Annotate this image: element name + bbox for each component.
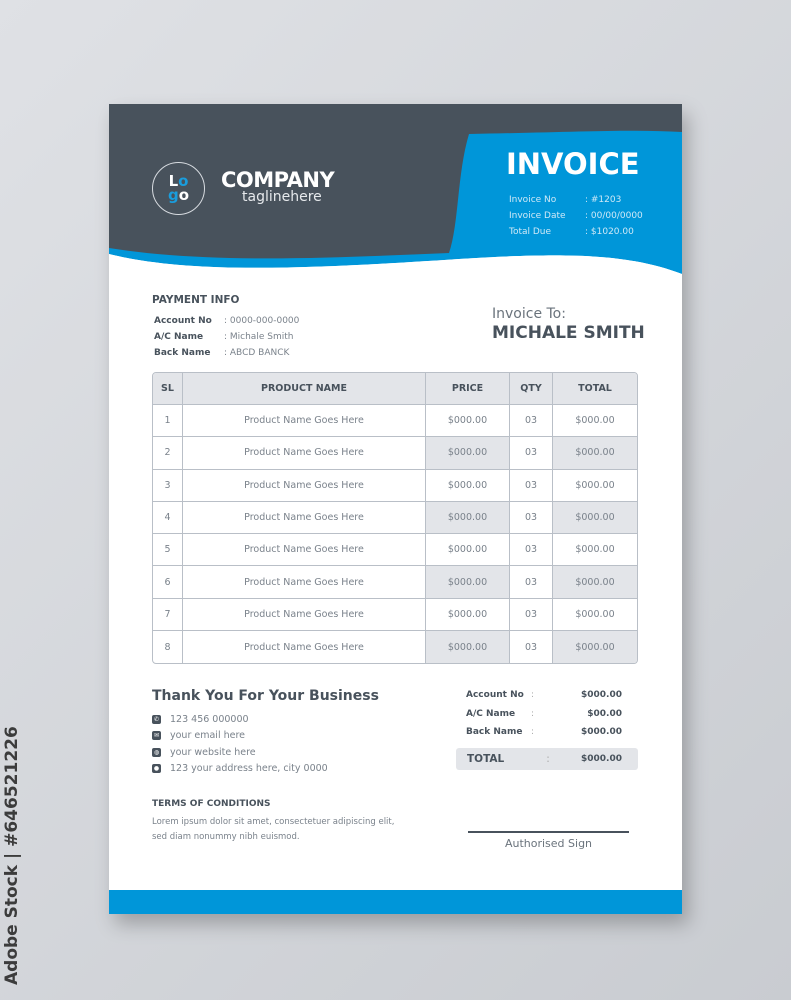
table-row: [153, 599, 637, 631]
cell-product: Product Name Goes Here: [183, 502, 426, 534]
col-sl: SL: [153, 373, 183, 405]
stock-id-watermark: Adobe Stock | #646521226: [2, 726, 22, 985]
contact-text: your website here: [170, 746, 256, 758]
cell-qty: 03: [510, 470, 553, 502]
summary-label: A/C Name: [466, 708, 516, 719]
colon: :: [531, 708, 535, 719]
cell-sl: 3: [153, 470, 183, 502]
table-row: [153, 631, 637, 663]
cell-total: $000.00: [553, 470, 637, 502]
cell-sl: 1: [153, 405, 183, 437]
table-row: [153, 566, 637, 598]
cell-price: $000.00: [426, 599, 510, 631]
cell-sl: 2: [153, 437, 183, 469]
cell-price: $000.00: [426, 534, 510, 566]
cell-qty: 03: [510, 502, 553, 534]
cell-sl: 8: [153, 631, 183, 663]
email-icon: ✉: [153, 732, 160, 740]
table-row: [153, 405, 637, 437]
cell-total: $000.00: [553, 534, 637, 566]
terms-heading: TERMS OF CONDITIONS: [152, 799, 271, 809]
cell-sl: 7: [153, 599, 183, 631]
logo: Lo go: [152, 162, 205, 215]
payment-heading: PAYMENT INFO: [152, 294, 240, 306]
payment-info: [152, 312, 301, 362]
table-row: [153, 437, 637, 469]
location-icon: ●: [153, 765, 160, 773]
meta-label: Invoice Date: [509, 211, 566, 221]
cell-product: Product Name Goes Here: [183, 566, 426, 598]
invoice-meta: [507, 191, 645, 241]
cell-sl: 6: [153, 566, 183, 598]
cell-price: $000.00: [426, 566, 510, 598]
footer-bar: [109, 890, 682, 914]
invoice-title: INVOICE: [506, 147, 640, 181]
payment-value: : ABCD BANCK: [224, 348, 290, 358]
contact-email: [152, 728, 328, 745]
cell-product: Product Name Goes Here: [183, 599, 426, 631]
cell-qty: 03: [510, 405, 553, 437]
company-tagline: taglinehere: [242, 189, 322, 205]
phone-icon: ✆: [153, 715, 160, 723]
payment-label: Account No: [154, 316, 212, 326]
col-qty: QTY: [510, 373, 553, 405]
cell-qty: 03: [510, 599, 553, 631]
cell-total: $000.00: [553, 599, 637, 631]
meta-value: : 00/00/0000: [585, 211, 643, 221]
table-row: [153, 534, 637, 566]
contact-address: [152, 761, 328, 778]
total-value: $000.00: [581, 754, 622, 764]
cell-product: Product Name Goes Here: [183, 437, 426, 469]
payment-value: : Michale Smith: [224, 332, 294, 342]
payment-label: A/C Name: [154, 332, 204, 342]
cell-qty: 03: [510, 631, 553, 663]
contact-text: 123 your address here, city 0000: [170, 763, 328, 775]
contact-text: 123 456 000000: [170, 713, 249, 725]
meta-value: : #1203: [585, 195, 622, 205]
meta-value: : $1020.00: [585, 227, 634, 237]
cell-price: $000.00: [426, 502, 510, 534]
summary-row: [466, 723, 622, 742]
terms-body: Lorem ipsum dolor sit amet, consectetuer adipiscing elit, sed diam nonummy nibh euismod.: [152, 817, 395, 842]
col-product: PRODUCT NAME: [183, 373, 426, 405]
payment-label: Back Name: [154, 348, 211, 358]
cell-sl: 5: [153, 534, 183, 566]
col-total: TOTAL: [553, 373, 637, 405]
client-name: MICHALE SMITH: [492, 323, 645, 343]
colon: :: [531, 690, 535, 701]
cell-total: $000.00: [553, 437, 637, 469]
cell-product: Product Name Goes Here: [183, 631, 426, 663]
globe-icon: ◍: [153, 748, 160, 756]
cell-qty: 03: [510, 437, 553, 469]
col-price: PRICE: [426, 373, 510, 405]
meta-label: Invoice No: [509, 195, 557, 205]
invoice-to-label: Invoice To:: [492, 306, 566, 322]
meta-label: Total Due: [509, 227, 552, 237]
payment-value: : 0000-000-0000: [224, 316, 300, 326]
cell-price: $000.00: [426, 470, 510, 502]
summary-row: [466, 705, 622, 724]
table-row: [153, 470, 637, 502]
cell-total: $000.00: [553, 502, 637, 534]
cell-total: $000.00: [553, 566, 637, 598]
items-table: [152, 372, 638, 664]
table-row: [153, 502, 637, 534]
thanks-heading: Thank You For Your Business: [152, 688, 379, 704]
contact-phone: [152, 711, 328, 728]
company-name: COMPANY: [221, 168, 335, 192]
summary-label: Account No: [466, 690, 524, 701]
summary-value: $00.00: [587, 708, 622, 719]
contact-list: [152, 711, 328, 777]
summary-value: $000.00: [581, 690, 622, 701]
cell-total: $000.00: [553, 631, 637, 663]
total-label: TOTAL: [467, 753, 505, 765]
cell-product: Product Name Goes Here: [183, 405, 426, 437]
signature-label: Authorised Sign: [504, 837, 593, 850]
colon: :: [546, 753, 550, 765]
total-bar: [456, 748, 638, 770]
cell-qty: 03: [510, 534, 553, 566]
summary-value: $000.00: [581, 727, 622, 738]
cell-price: $000.00: [426, 631, 510, 663]
summary-row: [466, 686, 622, 705]
contact-website: [152, 744, 328, 761]
invoice-document: [109, 104, 682, 914]
cell-product: Product Name Goes Here: [183, 534, 426, 566]
summary-label: Back Name: [466, 727, 523, 738]
cell-qty: 03: [510, 566, 553, 598]
cell-price: $000.00: [426, 437, 510, 469]
cell-total: $000.00: [553, 405, 637, 437]
summary: [466, 686, 622, 742]
contact-text: your email here: [170, 730, 246, 742]
signature-line: [468, 831, 629, 833]
cell-product: Product Name Goes Here: [183, 470, 426, 502]
cell-sl: 4: [153, 502, 183, 534]
cell-price: $000.00: [426, 405, 510, 437]
colon: :: [531, 727, 535, 738]
